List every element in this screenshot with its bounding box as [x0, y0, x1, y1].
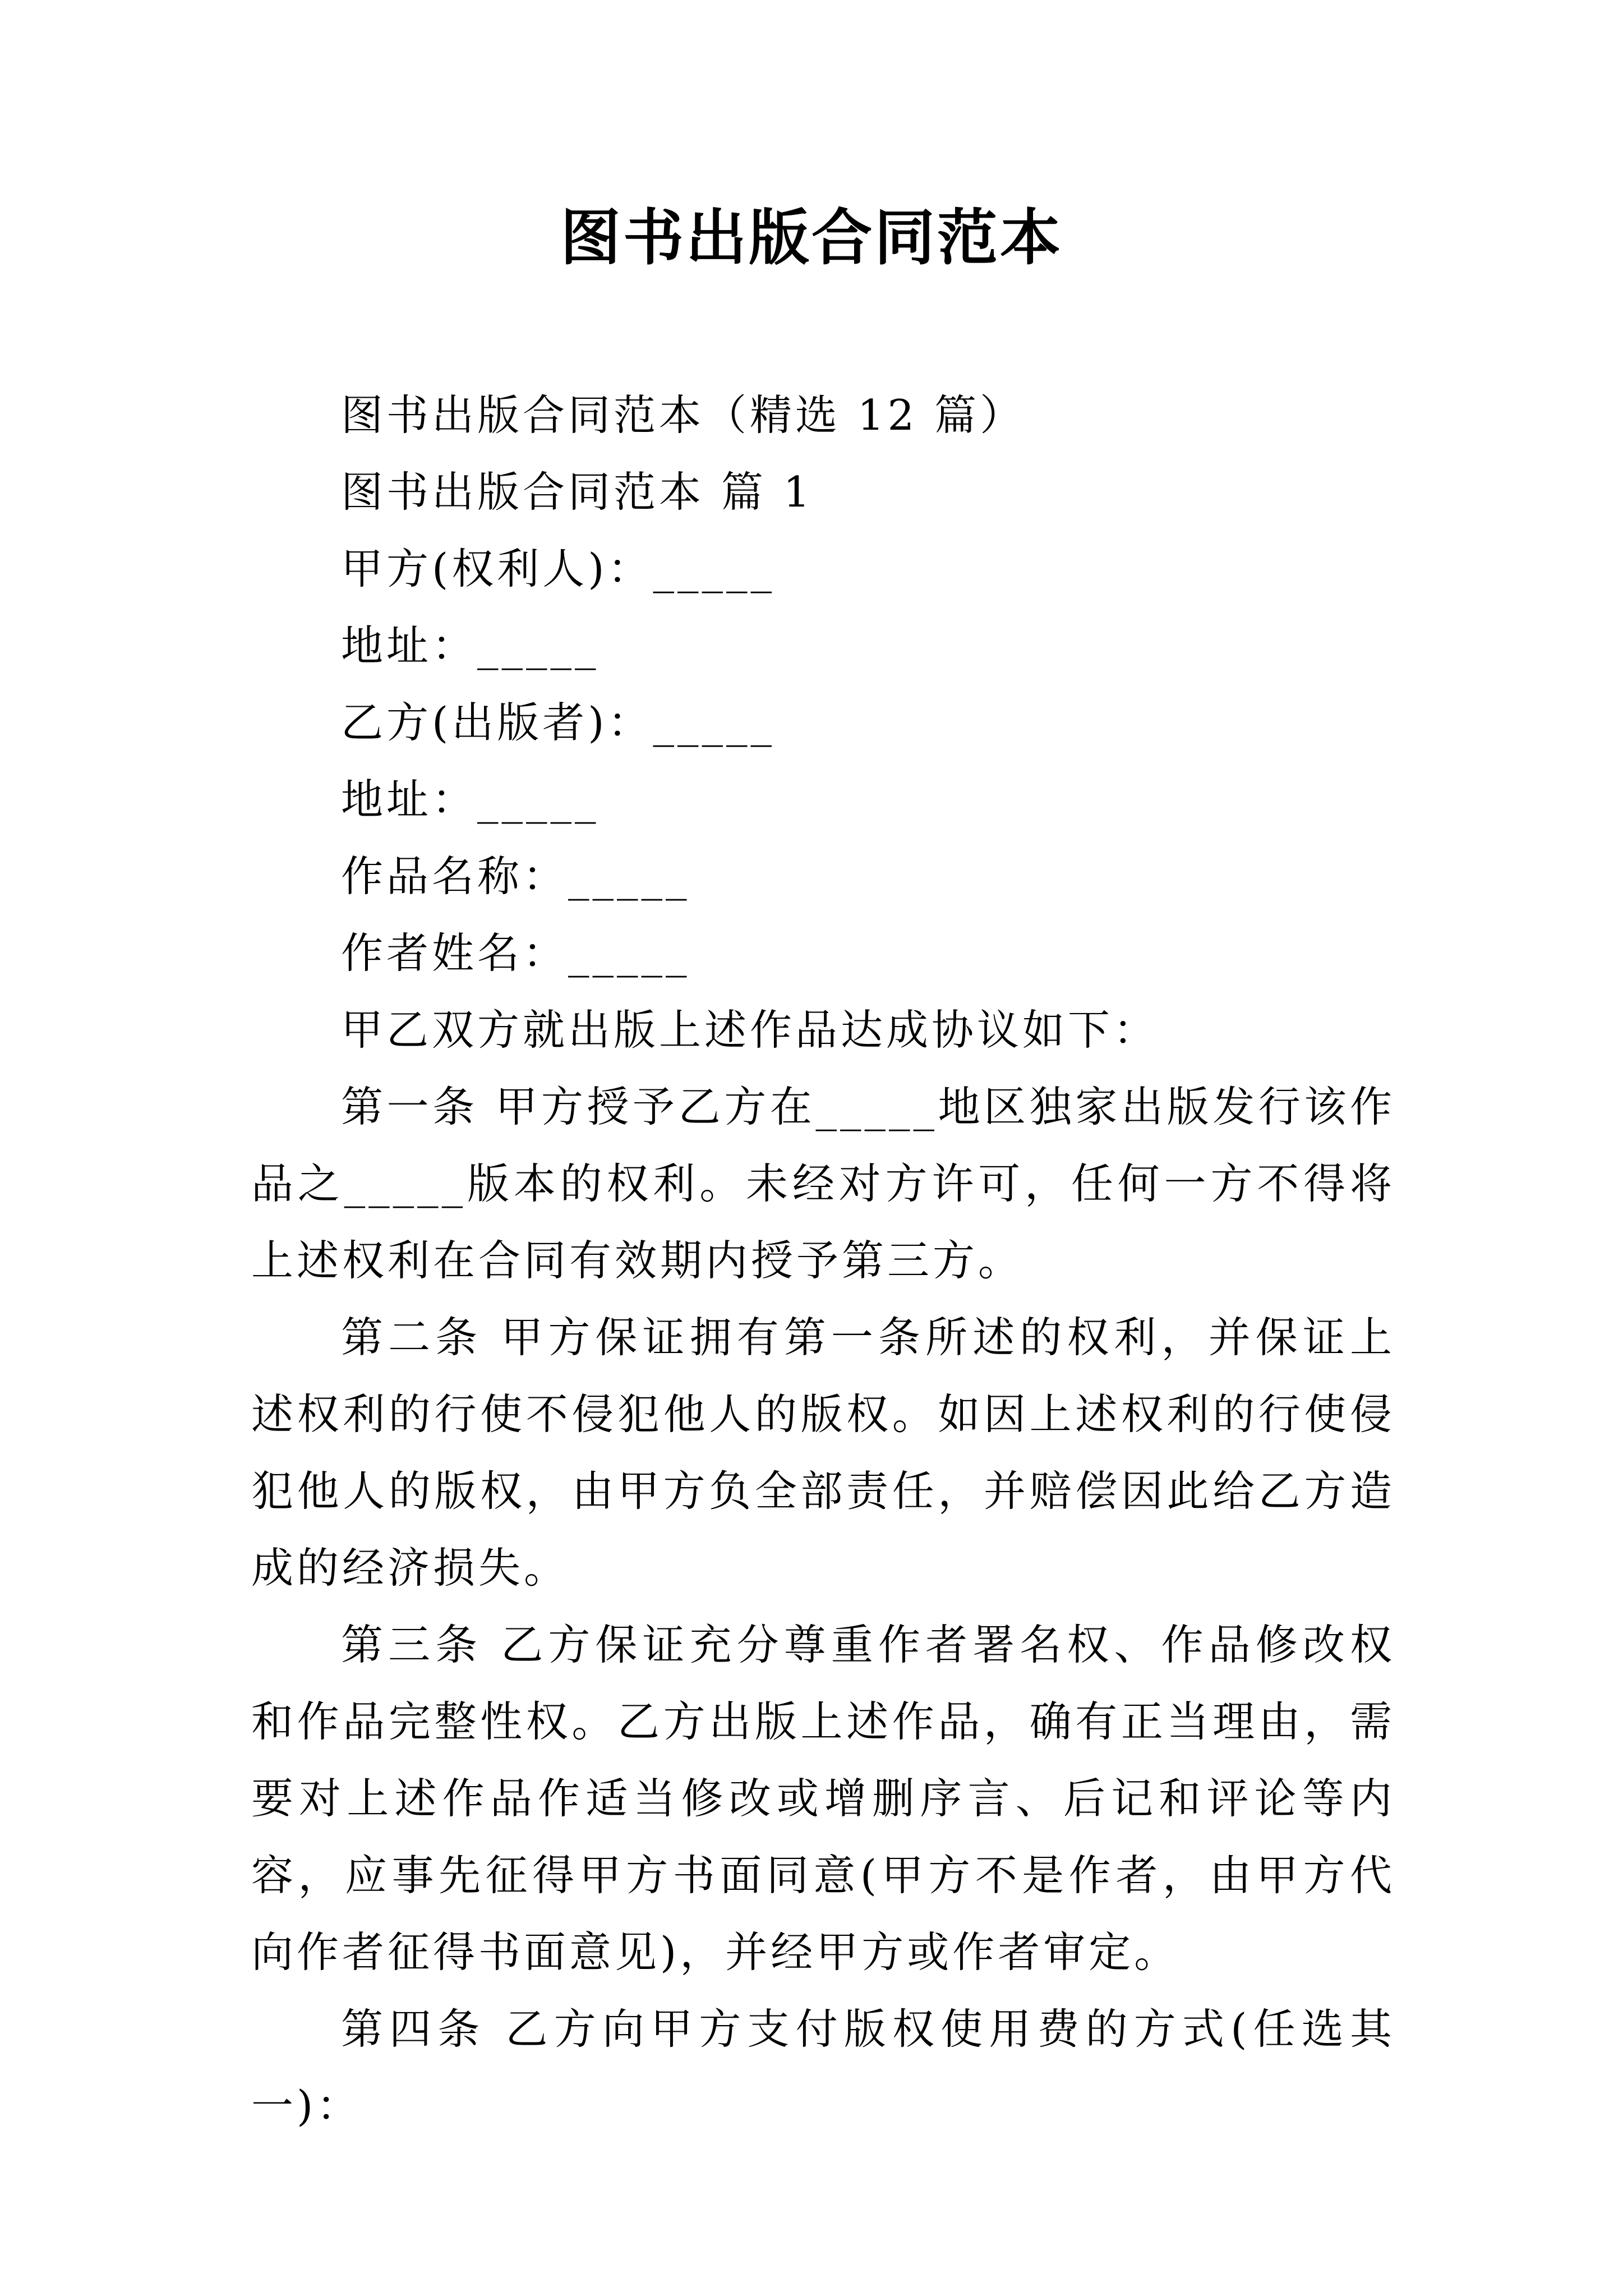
party-a-address-field: 地址：_____ [341, 621, 600, 670]
party-a-field: 甲方(权利人)：_____ [341, 544, 776, 593]
document-title: 图书出版合同范本 [560, 203, 1063, 273]
party-b-field: 乙方(出版者)：_____ [341, 698, 776, 747]
clause-4: 第四条 乙方向甲方支付版权使用费的方式(任选其一)： [251, 2004, 1395, 2131]
party-b-address-field: 地址：_____ [341, 775, 600, 824]
section-heading: 图书出版合同范本 篇 1 [341, 467, 814, 517]
agreement-intro: 甲乙双方就出版上述作品达成协议如下： [341, 1005, 1159, 1055]
clause-2: 第二条 甲方保证拥有第一条所述的权利，并保证上述权利的行使不侵犯他人的版权。如因上述权利的行使侵犯他人的版权，由甲方负全部责任，并赔偿因此给乙方造成的经济损失。 [251, 1313, 1395, 1593]
work-title-field: 作品名称：_____ [341, 852, 690, 901]
author-name-field: 作者姓名：_____ [341, 928, 690, 978]
clause-3: 第三条 乙方保证充分尊重作者署名权、作品修改权和作品完整性权。乙方出版上述作品，确有正当理由，需要对上述作品作适当修改或增删序言、后记和评论等内容，应事先征得甲方书面同意(甲方不是作者，由甲方代向作者征得书面意见)，并经甲方或作者审定。 [251, 1620, 1395, 1977]
document-body [251, 377, 1395, 2145]
subtitle-line: 图书出版合同范本（精选 12 篇） [341, 390, 1026, 440]
clause-1: 第一条 甲方授予乙方在_____地区独家出版发行该作品之_____版本的权利。未经对方许可，任何一方不得将上述权利在合同有效期内授予第三方。 [251, 1082, 1395, 1285]
